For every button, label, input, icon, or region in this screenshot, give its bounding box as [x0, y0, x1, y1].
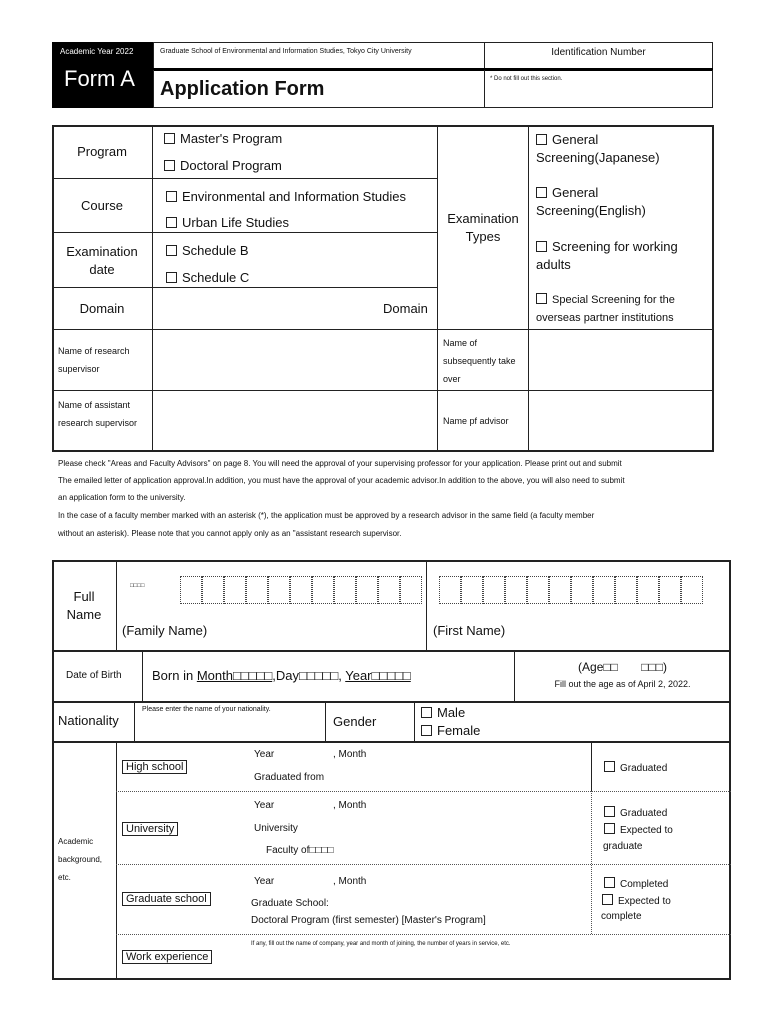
- high-school-graduated-from[interactable]: Graduated from: [254, 772, 325, 783]
- graduate-school-label: Graduate school: [122, 892, 211, 906]
- family-name-cells[interactable]: [180, 576, 424, 606]
- id-note: * Do not fill out this section.: [490, 76, 563, 82]
- exam-date-option-b[interactable]: Schedule B: [166, 243, 249, 258]
- research-supervisor-field[interactable]: [153, 330, 437, 390]
- note-line-5: without an asterisk). Please note that you cannot apply only as an "assistant research supervisor.: [58, 529, 402, 538]
- dob-field[interactable]: Born in Month□□□□□,Day□□□□□, Year□□□□□: [152, 668, 411, 683]
- note-line-1: Please check "Areas and Faculty Advisors" on page 8. You will need the approval of your supervising professor for your application. Please print out and submit: [58, 459, 622, 468]
- checkbox-icon[interactable]: [164, 160, 175, 171]
- high-school-year[interactable]: Year: [254, 749, 275, 760]
- work-experience-note: If any, fill out the name of company, year and month of joining, the number of years in service, etc.: [251, 941, 511, 947]
- exam-date-option-c[interactable]: Schedule C: [166, 270, 249, 285]
- note-line-3: an application form to the university.: [58, 493, 186, 502]
- dob-label: Date of Birth: [66, 670, 122, 681]
- assistant-supervisor-label: Name of assistant research supervisor: [58, 400, 138, 428]
- graduate-status-expected-cont: complete: [601, 911, 642, 922]
- university-status-expected[interactable]: Expected to: [604, 823, 673, 836]
- header-school-box: [153, 42, 485, 69]
- graduate-status-expected[interactable]: Expected to: [602, 894, 671, 907]
- age-note: Fill out the age as of April 2, 2022.: [554, 679, 691, 689]
- note-line-4: In the case of a faculty member marked with an asterisk (*), the application must be approved by a research advisor in the same field (a faculty member: [58, 511, 595, 520]
- nationality-note: Please enter the name of your nationality.: [142, 706, 271, 713]
- checkbox-icon[interactable]: [536, 134, 547, 145]
- checkbox-icon[interactable]: [421, 725, 432, 736]
- checkbox-icon[interactable]: [604, 806, 615, 817]
- university-year[interactable]: Year: [254, 800, 275, 811]
- first-name-cells[interactable]: [439, 576, 707, 606]
- gender-option-female[interactable]: Female: [421, 723, 480, 738]
- domain-label: Domain: [79, 301, 125, 316]
- exam-type-working-adults[interactable]: Screening for working adults: [536, 239, 678, 272]
- graduate-year[interactable]: Year: [254, 876, 275, 887]
- course-option-env[interactable]: Environmental and Information Studies: [166, 189, 406, 204]
- program-label: Program: [77, 144, 127, 159]
- nationality-field[interactable]: [135, 716, 324, 740]
- exam-type-special-screening[interactable]: Special Screening for the overseas partner institutions: [536, 294, 675, 324]
- subsequent-label: Name of subsequently take over: [443, 338, 516, 384]
- age-field[interactable]: (Age□□ □□□): [578, 660, 667, 674]
- high-school-month[interactable]: , Month: [333, 749, 367, 760]
- assistant-supervisor-field[interactable]: [153, 391, 437, 451]
- exam-date-label: Examination date: [66, 244, 138, 277]
- school-name: Graduate School of Environmental and Information Studies, Tokyo City University: [160, 48, 412, 55]
- university-name[interactable]: University: [254, 823, 298, 834]
- research-supervisor-label: Name of research supervisor: [58, 346, 130, 374]
- family-name-label: (Family Name): [122, 623, 208, 638]
- exam-types-label: Examination Types: [447, 211, 519, 244]
- gender-label: Gender: [333, 714, 377, 729]
- work-experience-label: Work experience: [122, 950, 212, 964]
- checkbox-icon[interactable]: [166, 245, 177, 256]
- checkbox-icon[interactable]: [602, 894, 613, 905]
- checkbox-icon[interactable]: [604, 877, 615, 888]
- id-number-label: Identification Number: [551, 47, 646, 58]
- checkbox-icon[interactable]: [166, 272, 177, 283]
- university-status-expected-cont: graduate: [603, 841, 643, 852]
- program-option-doctoral[interactable]: Doctoral Program: [164, 158, 282, 173]
- high-school-status[interactable]: Graduated: [604, 761, 667, 774]
- graduate-program[interactable]: Doctoral Program (first semester) [Master's Program]: [251, 915, 486, 926]
- university-faculty[interactable]: Faculty of□□□□: [266, 845, 334, 856]
- exam-type-general-english[interactable]: General Screening(English): [536, 185, 646, 218]
- graduate-month[interactable]: , Month: [333, 876, 367, 887]
- page-title: Application Form: [160, 78, 325, 100]
- checkbox-icon[interactable]: [166, 191, 177, 202]
- checkbox-icon[interactable]: [536, 241, 547, 252]
- academic-year: Academic Year 2022: [60, 47, 134, 56]
- advisor-label: Name pf advisor: [443, 416, 509, 426]
- advisor-field[interactable]: [529, 391, 713, 451]
- first-name-label: (First Name): [433, 623, 506, 638]
- graduate-school-name[interactable]: Graduate School:: [251, 898, 329, 909]
- academic-background-label: Academic background, etc.: [58, 837, 103, 882]
- university-status-graduated[interactable]: Graduated: [604, 806, 667, 819]
- checkbox-icon[interactable]: [421, 707, 432, 718]
- university-month[interactable]: , Month: [333, 800, 367, 811]
- checkbox-icon[interactable]: [536, 187, 547, 198]
- nationality-label: Nationality: [58, 713, 119, 728]
- university-label: University: [122, 822, 178, 836]
- full-name-label: Full Name: [66, 589, 102, 622]
- work-experience-field[interactable]: [240, 950, 728, 976]
- note-line-2: The emailed letter of application approval.In addition, you must have the approval of your academic advisor.In addition to the above, you will also need to submit: [58, 476, 625, 485]
- course-label: Course: [81, 198, 123, 213]
- subsequent-field[interactable]: [529, 330, 713, 390]
- graduate-status-completed[interactable]: Completed: [604, 877, 668, 890]
- course-option-urban[interactable]: Urban Life Studies: [166, 215, 289, 230]
- furigana-mark: □□□□: [130, 583, 145, 589]
- checkbox-icon[interactable]: [536, 293, 547, 304]
- gender-option-male[interactable]: Male: [421, 705, 465, 720]
- checkbox-icon[interactable]: [166, 217, 177, 228]
- checkbox-icon[interactable]: [604, 823, 615, 834]
- checkbox-icon[interactable]: [164, 133, 175, 144]
- domain-value-label[interactable]: Domain: [383, 301, 428, 316]
- program-option-masters[interactable]: Master's Program: [164, 131, 282, 146]
- exam-type-general-japanese[interactable]: General Screening(Japanese): [536, 132, 660, 165]
- high-school-label: High school: [122, 760, 187, 774]
- checkbox-icon[interactable]: [604, 761, 615, 772]
- form-label: Form A: [64, 66, 135, 91]
